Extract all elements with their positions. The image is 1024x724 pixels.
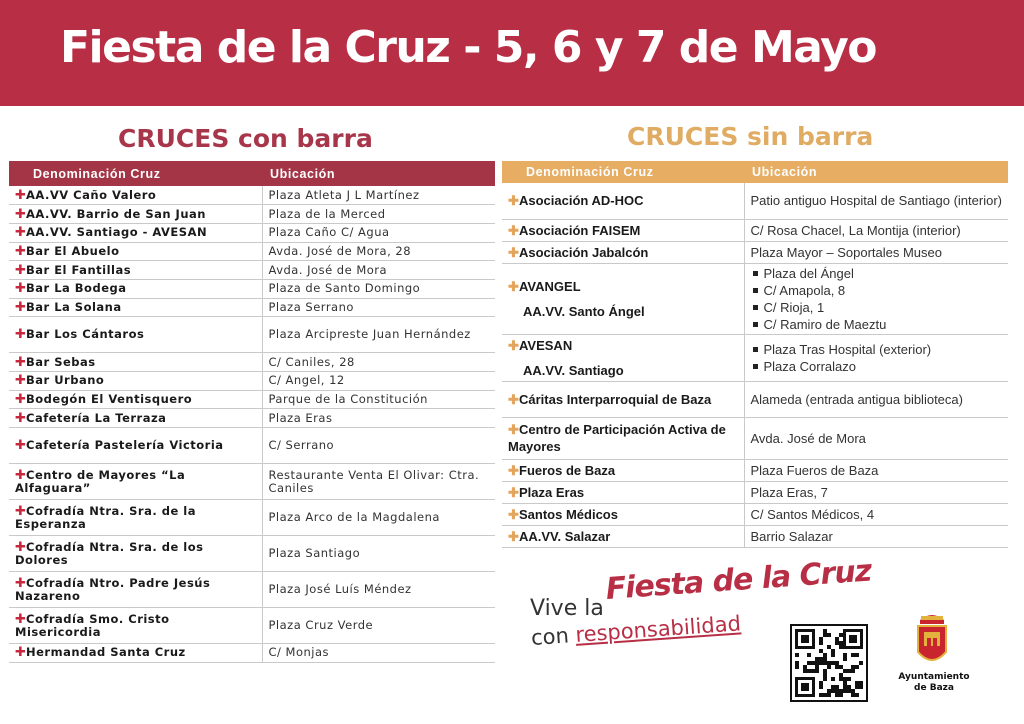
table-row (9, 536, 495, 572)
cross-name-text: Fueros de Baza (519, 462, 616, 478)
slogan-con-word: con (530, 623, 570, 650)
con-barra-title: CRUCES con barra (118, 124, 373, 153)
cross-name (9, 298, 262, 317)
col-header-name: Denominación Cruz (502, 161, 744, 183)
cross-location-text: Plaza Santiago (268, 546, 361, 561)
cross-name (9, 353, 262, 372)
cross-name-text: Asociación Jabalcón (519, 244, 649, 260)
cross-name (9, 608, 262, 644)
cross-name (502, 219, 744, 241)
location-list-item (751, 316, 1005, 333)
cross-location-text: C/ Serrano (268, 438, 335, 453)
table-row (502, 219, 1008, 241)
table-row (502, 525, 1008, 547)
cross-location (262, 242, 495, 261)
cross-name (502, 525, 744, 547)
cross-location-text: Plaza Cruz Verde (268, 618, 374, 633)
table-row (9, 298, 495, 317)
cross-name-text: AA.VV. Santiago - AVESAN (26, 225, 208, 240)
cross-location (262, 279, 495, 298)
cross-name (9, 242, 262, 261)
location-list (751, 265, 1005, 333)
cross-icon: ✚ (15, 354, 27, 370)
table-row (9, 644, 495, 663)
cross-location (744, 503, 1008, 525)
location-list-item: Plaza Corralazo (763, 358, 856, 374)
cross-icon: ✚ (15, 539, 27, 555)
cross-icon: ✚ (15, 410, 27, 426)
cross-name-text: AA.VV. Barrio de San Juan (26, 206, 206, 221)
location-list-item (751, 282, 1005, 299)
cross-name-text: Cofradía Ntra. Sra. de la Esperanza (15, 503, 196, 531)
col-header-location: Ubicación (262, 161, 495, 186)
cross-icon: ✚ (15, 467, 27, 483)
table-row (9, 242, 495, 261)
cross-name-text: Asociación FAISEM (519, 222, 641, 238)
cross-icon: ✚ (15, 327, 27, 343)
qr-code-icon[interactable] (790, 624, 868, 702)
cross-name-text: Cofradía Smo. Cristo Misericordia (15, 611, 170, 639)
cross-name-text: Bodegón El Ventisquero (26, 392, 193, 407)
cross-name (502, 417, 744, 459)
location-list-item (751, 265, 1005, 282)
cross-icon: ✚ (15, 611, 27, 627)
sin-barra-table (502, 161, 1008, 548)
ayuntamiento-line-2: de Baza (914, 683, 954, 693)
cross-name (502, 334, 744, 381)
cross-name (9, 317, 262, 353)
cross-name (9, 261, 262, 280)
cross-location-text: Plaza de Santo Domingo (268, 281, 421, 296)
cross-location (744, 459, 1008, 481)
table-row (9, 317, 495, 353)
cross-location-text: C/ Santos Médicos, 4 (750, 506, 875, 522)
cross-location (262, 261, 495, 280)
cross-location (744, 381, 1008, 417)
location-list-item: C/ Ramiro de Maeztu (763, 316, 887, 332)
table-row (502, 459, 1008, 481)
cross-icon: ✚ (508, 528, 519, 544)
table-row (9, 186, 495, 205)
cross-name-text: Centro de Mayores “La Alfaguara” (15, 467, 186, 495)
cross-location (262, 205, 495, 224)
cross-location-text: Plaza Arco de la Magdalena (268, 510, 440, 525)
slogan-responsabilidad: responsabilidad (574, 611, 742, 647)
table-row (9, 261, 495, 280)
cross-location-text: Plaza Serrano (268, 299, 354, 314)
table-row (9, 409, 495, 428)
table-row (502, 481, 1008, 503)
cross-name (9, 500, 262, 536)
cross-location (262, 500, 495, 536)
cross-location-text: Avda. José de Mora (750, 430, 866, 446)
cross-location (262, 372, 495, 391)
cross-location-text: Restaurante Venta El Olivar: Ctra. Caniles (268, 467, 480, 495)
cross-location (744, 334, 1008, 381)
cross-name (9, 428, 262, 464)
cross-name-text: Santos Médicos (519, 506, 618, 522)
location-list-item: Plaza Tras Hospital (exterior) (763, 341, 932, 357)
cross-location (262, 223, 495, 242)
cross-location (744, 417, 1008, 459)
cross-location-text: Barrio Salazar (750, 528, 833, 544)
cross-name (9, 572, 262, 608)
cross-location-text: C/ Caniles, 28 (268, 354, 355, 369)
table-row (502, 334, 1008, 381)
col-header-name: Denominación Cruz (9, 161, 262, 186)
location-list-item: C/ Rioja, 1 (763, 299, 825, 315)
cross-icon: ✚ (15, 281, 27, 297)
cross-name (9, 205, 262, 224)
cross-icon: ✚ (508, 422, 519, 437)
table-row (9, 572, 495, 608)
cross-location-text: C/ Monjas (268, 645, 330, 660)
cross-location (262, 608, 495, 644)
cross-name (502, 241, 744, 263)
cross-name-text: AA.VV Caño Valero (26, 187, 157, 202)
ayuntamiento-logo-text (889, 672, 979, 694)
cross-name-text: Bar La Bodega (26, 281, 127, 296)
cross-location-text: Plaza Arcipreste Juan Hernández (268, 327, 471, 342)
cross-location (262, 428, 495, 464)
page-title: Fiesta de la Cruz - 5, 6 y 7 de Mayo (60, 22, 876, 73)
table-row (9, 279, 495, 298)
cross-icon: ✚ (508, 193, 519, 209)
cross-name-text: Cofradía Ntra. Sra. de los Dolores (15, 539, 204, 567)
cross-name-text: Bar La Solana (26, 299, 122, 314)
cross-location-text: C/ Angel, 12 (268, 373, 345, 388)
cross-name (9, 279, 262, 298)
cross-name (502, 459, 744, 481)
header-banner (0, 0, 1024, 106)
cross-name-text: Centro de Participación Activa de Mayores (508, 422, 726, 454)
cross-name-text: Bar Sebas (26, 354, 96, 369)
cross-icon: ✚ (508, 222, 519, 238)
table-row (502, 241, 1008, 263)
cross-name (502, 381, 744, 417)
cross-name (9, 536, 262, 572)
cross-location-text: Plaza Eras, 7 (750, 484, 828, 500)
cross-location (262, 536, 495, 572)
table-row (502, 183, 1008, 219)
cross-icon: ✚ (508, 484, 519, 500)
col-header-location: Ubicación (744, 161, 1008, 183)
cross-name-text: Bar Los Cántaros (26, 327, 145, 342)
cross-name-text: Cofradía Ntro. Padre Jesús Nazareno (15, 575, 211, 603)
cross-location (262, 644, 495, 663)
cross-icon: ✚ (15, 392, 27, 408)
location-list-item (751, 299, 1005, 316)
cross-icon: ✚ (508, 506, 519, 522)
cross-location-text: Patio antiguo Hospital de Santiago (interior) (750, 193, 1002, 209)
table-row (9, 372, 495, 391)
cross-icon: ✚ (15, 645, 27, 661)
cross-location (744, 525, 1008, 547)
cross-location (262, 572, 495, 608)
cross-location-text: Avda. José de Mora (268, 262, 388, 277)
cross-name-text: AA.VV. Salazar (519, 528, 611, 544)
cross-name (9, 390, 262, 409)
cross-location-text: Parque de la Constitución (268, 392, 428, 407)
cross-name (502, 481, 744, 503)
cross-icon: ✚ (15, 438, 27, 454)
location-list-item (751, 341, 1005, 358)
location-list (751, 341, 1005, 375)
cross-name (9, 223, 262, 242)
cross-name-secondary: AA.VV. Santo Ángel (523, 303, 645, 319)
cross-location (744, 183, 1008, 219)
ayuntamiento-line-1: Ayuntamiento (898, 672, 970, 682)
cross-name (9, 464, 262, 500)
cross-name-text: Cáritas Interparroquial de Baza (519, 391, 712, 407)
cross-location (744, 481, 1008, 503)
cross-name-text: Plaza Eras (519, 484, 585, 500)
table-row (9, 464, 495, 500)
table-row (502, 381, 1008, 417)
cross-location (744, 219, 1008, 241)
table-row (502, 417, 1008, 459)
table-row (9, 353, 495, 372)
cross-name (9, 644, 262, 663)
cross-location (262, 353, 495, 372)
table-row (9, 205, 495, 224)
cross-name-text: Hermandad Santa Cruz (26, 645, 186, 660)
cross-name (502, 503, 744, 525)
cross-icon: ✚ (15, 262, 27, 278)
cross-location (262, 390, 495, 409)
cross-location-text: Plaza Eras (268, 410, 333, 425)
cross-icon: ✚ (508, 244, 519, 260)
cross-icon: ✚ (15, 187, 27, 203)
cross-icon: ✚ (508, 337, 519, 353)
sin-barra-title: CRUCES sin barra (627, 122, 874, 151)
cross-icon: ✚ (15, 225, 27, 241)
cross-name-text: AVANGEL (519, 278, 581, 294)
table-row (9, 500, 495, 536)
table-row (9, 390, 495, 409)
cross-icon: ✚ (508, 391, 519, 407)
cross-location-text: Plaza Atleta J L Martínez (268, 187, 420, 202)
cross-location-text: Alameda (entrada antigua biblioteca) (750, 391, 963, 407)
location-list-item: Plaza del Ángel (763, 265, 854, 281)
cross-location-text: Plaza Fueros de Baza (750, 462, 879, 478)
cross-icon: ✚ (15, 503, 27, 519)
cross-icon: ✚ (15, 575, 27, 591)
table-row (9, 428, 495, 464)
cross-location-text: Plaza Mayor – Soportales Museo (750, 244, 942, 260)
cross-icon: ✚ (15, 206, 27, 222)
cross-icon: ✚ (508, 278, 519, 294)
cross-icon: ✚ (15, 243, 27, 259)
cross-name (9, 186, 262, 205)
cross-icon: ✚ (15, 373, 27, 389)
cross-location-text: Plaza de la Merced (268, 206, 386, 221)
cross-name-text: Bar El Abuelo (26, 243, 120, 258)
cross-icon: ✚ (508, 462, 519, 478)
cross-location (262, 464, 495, 500)
location-list-item: C/ Amapola, 8 (763, 282, 846, 298)
cross-name (9, 409, 262, 428)
cross-name-text: Bar El Fantillas (26, 262, 132, 277)
cross-location-text: Plaza José Luís Méndez (268, 582, 412, 597)
cross-location (744, 241, 1008, 263)
cross-location (262, 317, 495, 353)
cross-location-text: Plaza Caño C/ Agua (268, 225, 390, 240)
con-barra-table (9, 161, 495, 663)
table-row (502, 503, 1008, 525)
cross-name-text: AVESAN (519, 337, 573, 353)
cross-name (9, 372, 262, 391)
table-row (9, 223, 495, 242)
table-row (9, 608, 495, 644)
coat-of-arms-icon (912, 608, 952, 670)
slogan-vive: Vive la (530, 596, 604, 621)
cross-name (502, 263, 744, 334)
cross-icon: ✚ (15, 299, 27, 315)
cross-name-text: Cafetería La Terraza (26, 410, 167, 425)
cross-name-text: Bar Urbano (26, 373, 105, 388)
location-list-item (751, 358, 1005, 375)
cross-name-text: Asociación AD-HOC (519, 193, 644, 209)
cross-name-secondary: AA.VV. Santiago (523, 362, 624, 378)
cross-location (262, 409, 495, 428)
table-row (502, 263, 1008, 334)
cross-location-text: Avda. José de Mora, 28 (268, 243, 412, 258)
cross-location (262, 298, 495, 317)
cross-location (262, 186, 495, 205)
cross-name (502, 183, 744, 219)
cross-location-text: C/ Rosa Chacel, La Montija (interior) (750, 222, 961, 238)
cross-name-text: Cafetería Pastelería Victoria (26, 438, 224, 453)
slogan-fiesta: Fiesta de la Cruz (604, 553, 873, 607)
cross-location (744, 263, 1008, 334)
